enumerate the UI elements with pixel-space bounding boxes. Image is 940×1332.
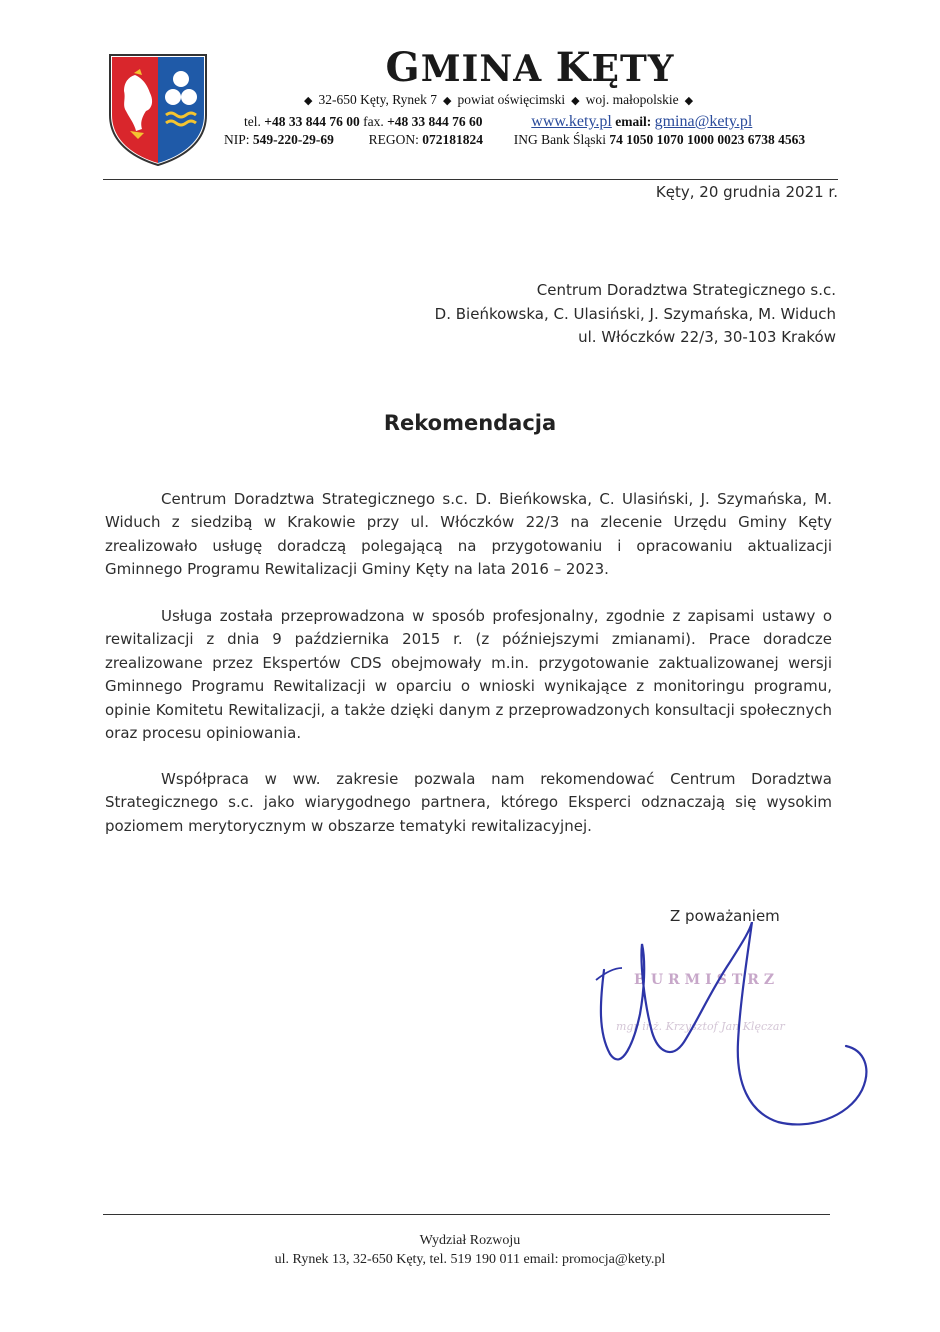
nip-label: NIP: [224,132,250,147]
header-bank-account: 74 1050 1070 1000 0023 6738 4563 [609,132,806,147]
email-label: email: [615,114,652,129]
regon-label: REGON: [368,132,419,147]
recipient-line-3: ul. Włóczków 22/3, 30-103 Kraków [578,328,836,346]
recipient-line-2: D. Bieńkowska, C. Ulasiński, J. Szymańska, M. Widuch [434,305,836,323]
header-ids-line [224,132,805,148]
diamond-bullet-icon: ◆ [684,95,694,107]
bank-label: ING Bank Śląski [513,132,607,147]
stamp-name: mgr inż. Krzysztof Jan Klęczar [616,1020,785,1033]
header-fax: +48 33 844 76 60 [387,114,483,129]
body-paragraph-3: Współpraca w ww. zakresie pozwala nam rekomendować Centrum Doradztwa Strategicznego s.c. jako wiarygodnego partnera, którego Eksperci odznaczają się wysokim poziomem merytorycznym w obszarze tematyki rewitalizacyjnej. [105,770,832,835]
signature-icon [592,922,872,1132]
diamond-bullet-icon: ◆ [571,95,580,107]
stamp-title: BURMISTRZ [634,972,780,988]
header-address-line [298,92,699,108]
letter-date: Kęty, 20 grudnia 2021 r. [655,183,838,201]
header-address: 32-650 Kęty, Rynek 7 [318,92,438,107]
website-link[interactable]: www.kety.pl [531,113,612,130]
header-phone: +48 33 844 76 00 [264,114,360,129]
header-regon: 072181824 [422,132,484,147]
footer-department: Wydział Rozwoju [419,1233,521,1248]
closing-salutation: Z poważaniem [670,907,780,925]
header-contacts-line [244,113,752,131]
diamond-bullet-icon: ◆ [443,95,452,107]
body-paragraph-2: Usługa została przeprowadzona w sposób profesjonalny, zgodnie z zapisami ustawy o rewitalizacji z dnia 9 października 2015 r. (z późniejszymi zmianami). Prace doradcze zrealizowane przez Ekspertów CDS obejmowały m.in. przygotowanie zaktualizowanej wersji Gminnego Programu Rewitalizacji w oparciu o wnioski wynikające z monitoringu programu, opinie Komitetu Rewitalizacji, a także dzięki danym z przeprowadzonych konsultacji społecznych oraz procesu opiniowania. [105,607,832,743]
letter-title: Rekomendacja [383,411,557,435]
header-county: powiat oświęcimski [457,92,566,107]
coat-of-arms-icon [108,53,208,167]
fax-label: fax. [363,114,384,129]
header-divider [103,179,838,180]
body-paragraph-1: Centrum Doradztwa Strategicznego s.c. D. Bieńkowska, C. Ulasiński, J. Szymańska, M. Widuch z siedzibą w Krakowie przy ul. Włóczków 22/3 na zlecenie Urzędu Gminy Kęty zrealizowało usługę doradczą polegającą na przygotowaniu i opracowaniu aktualizacji Gminnego Programu Rewitalizacji Gminy Kęty na lata 2016 – 2023. [105,490,832,579]
footer-contact: ul. Rynek 13, 32-650 Kęty, tel. 519 190 011 email: promocja@kety.pl [274,1252,666,1267]
organization-name: GMINA KĘTY [385,44,675,91]
header-nip: 549-220-29-69 [252,132,334,147]
header-voivodeship: woj. małopolskie [585,92,679,107]
recipient-line-1: Centrum Doradztwa Strategicznego s.c. [536,281,836,299]
footer-divider [103,1214,830,1215]
diamond-bullet-icon: ◆ [304,95,313,107]
email-link[interactable]: gmina@kety.pl [654,113,753,130]
tel-label: tel. [244,114,261,129]
